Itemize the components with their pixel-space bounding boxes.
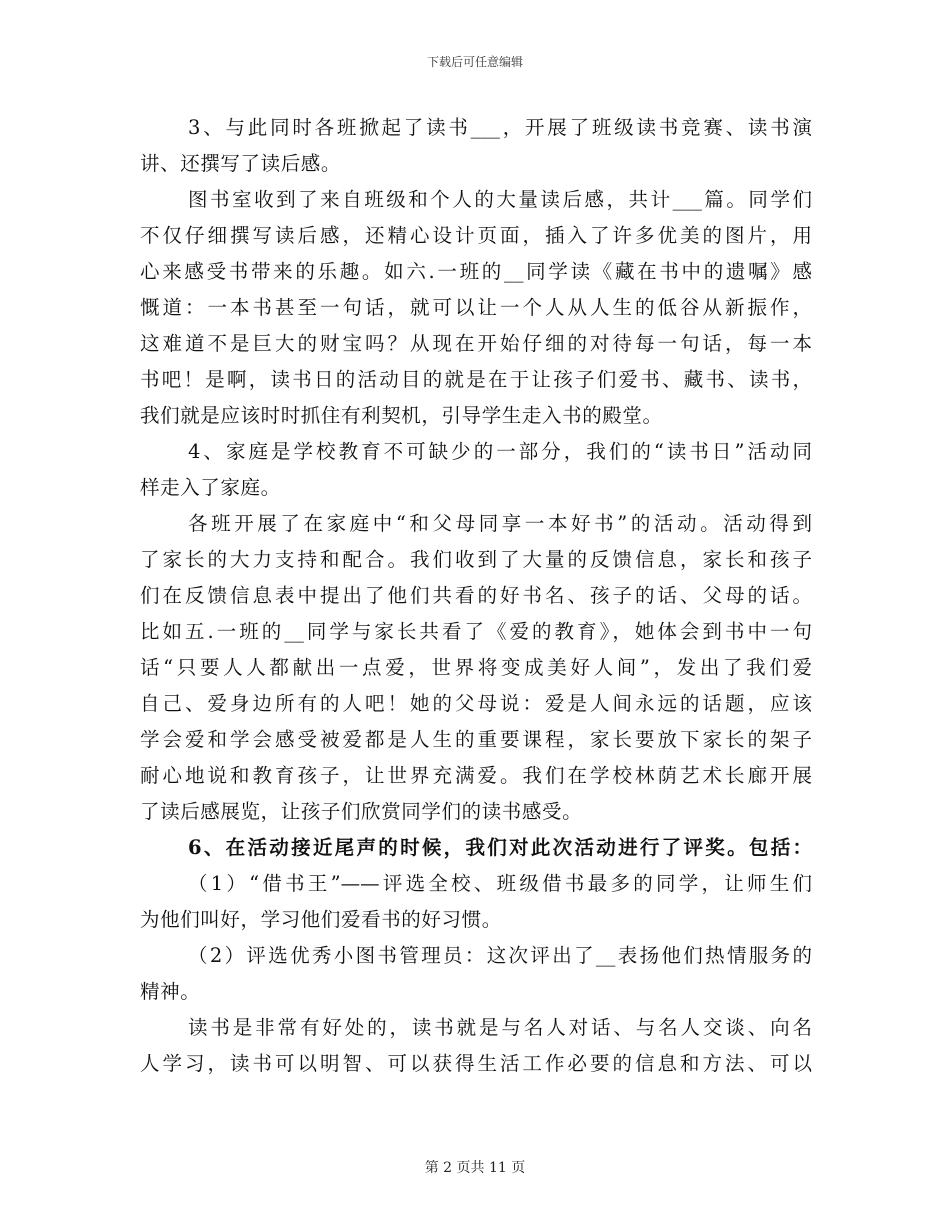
- text-line: 各班开展了在家庭中“和父母同享一本好书”的活动。活动得到: [188, 512, 812, 535]
- text-line: 自己、爱身边所有的人吧！她的父母说：爱是人间永远的话题，应该: [140, 692, 812, 715]
- text-line: 书吧！是啊，读书日的活动目的就是在于让孩子们爱书、藏书、读书，: [140, 368, 812, 391]
- text-line: 学会爱和学会感受被爱都是人生的重要课程，家长要放下家长的架子: [140, 728, 812, 751]
- text-line: （2）评选优秀小图书管理员：这次评出了__表扬他们热情服务的: [188, 944, 812, 967]
- text-line: 图书室收到了来自班级和个人的大量读后感，共计___篇。同学们: [188, 188, 812, 211]
- text-line: 了读后感展览，让孩子们欣赏同学们的读书感受。: [140, 800, 583, 823]
- page-footer: 第 2 页共 11 页: [424, 1160, 526, 1176]
- text-line: 不仅仔细撰写读后感，还精心设计页面，插入了许多优美的图片，用: [140, 224, 812, 247]
- text-line: 样走入了家庭。: [140, 476, 281, 499]
- page-header: 下载后可任意编辑: [426, 55, 523, 69]
- text-line: 精神。: [140, 980, 201, 1003]
- text-line: 了家长的大力支持和配合。我们收到了大量的反馈信息，家长和孩子: [140, 548, 812, 571]
- text-line: 们在反馈信息表中提出了他们共看的好书名、孩子的话、父母的话。: [140, 584, 812, 607]
- text-line: 人学习，读书可以明智、可以获得生活工作必要的信息和方法、可以: [140, 1052, 812, 1075]
- text-line: 慨道：一本书甚至一句话，就可以让一个人从人生的低谷从新振作，: [140, 296, 812, 319]
- text-line: 心来感受书带来的乐趣。如六.一班的__同学读《藏在书中的遗嘱》感: [140, 260, 812, 283]
- section-heading: 6、在活动接近尾声的时候，我们对此次活动进行了评奖。包括：: [188, 836, 812, 859]
- text-line: 这难道不是巨大的财宝吗？从现在开始仔细的对待每一句话，每一本: [140, 332, 812, 355]
- text-line: 3、与此同时各班掀起了读书___，开展了班级读书竞赛、读书演: [188, 116, 812, 139]
- text-line: 为他们叫好，学习他们爱看书的好习惯。: [140, 908, 502, 931]
- text-line: 比如五.一班的__同学与家长共看了《爱的教育》，她体会到书中一句: [140, 620, 812, 643]
- text-line: 话“只要人人都献出一点爱，世界将变成美好人间”，发出了我们爱: [140, 656, 812, 679]
- text-line: 耐心地说和教育孩子，让世界充满爱。我们在学校林荫艺术长廊开展: [140, 764, 812, 787]
- text-line: 4、家庭是学校教育不可缺少的一部分，我们的“读书日”活动同: [188, 440, 812, 463]
- text-line: 讲、还撰写了读后感。: [140, 152, 342, 175]
- text-line: （1）“借书王”——评选全校、班级借书最多的同学，让师生们: [188, 872, 812, 895]
- text-line: 我们就是应该时时抓住有利契机，引导学生走入书的殿堂。: [140, 404, 663, 427]
- text-line: 读书是非常有好处的，读书就是与名人对话、与名人交谈、向名: [188, 1016, 812, 1039]
